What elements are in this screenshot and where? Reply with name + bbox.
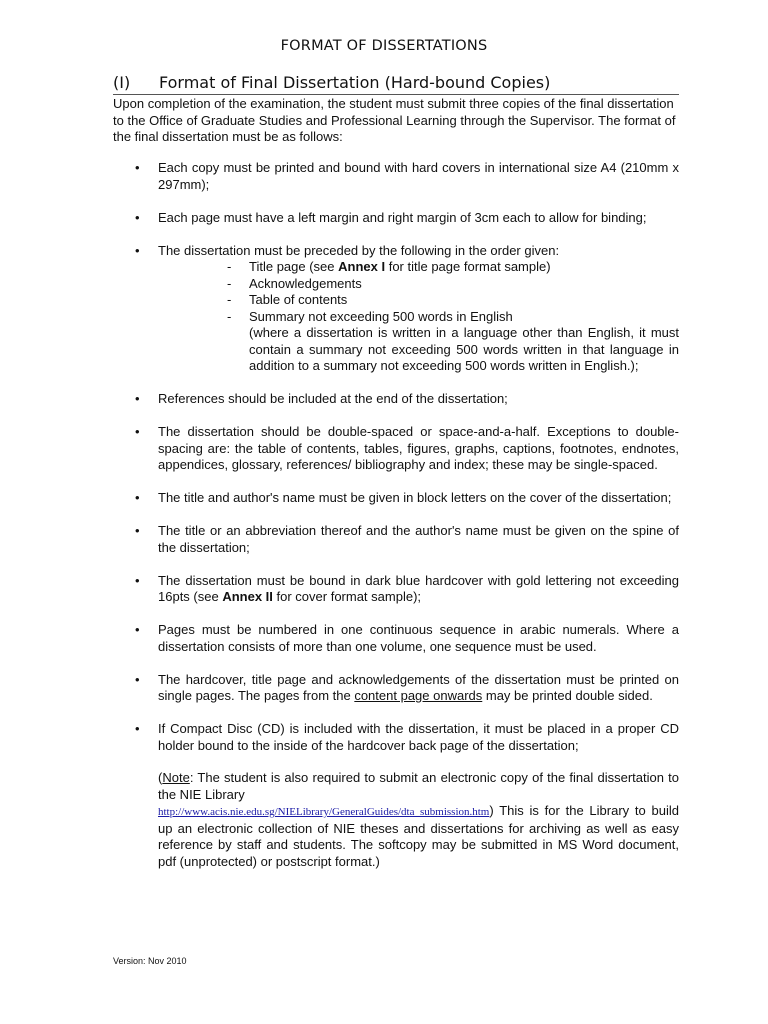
bullet-icon: • [135,572,140,588]
list-item-text: Pages must be numbered in one continuous sequence in arabic numerals. Where a dissertation consists of more than one volume, one sequence must be used. [158,622,679,654]
nie-library-link[interactable]: http://www.acis.nie.edu.sg/NIELibrary/GeneralGuides/dta_submission.htm [158,806,490,818]
bullet-icon: • [135,242,140,258]
note-paragraph: (Note: The student is also required to submit an electronic copy of the final dissertation to the NIE Library http://www.acis.nie.edu.sg/NIELibrary/GeneralGuides/dta_submission.htm) This is for the Library to build up an electronic collection of NIE theses and dissertations for archiving as well as easy reference by staff and students. The softcopy may be submitted in MS Word document, pdf (unprotected) or postscript format.) [158,770,679,869]
bullet-icon: • [135,671,140,687]
version-footer: Version: Nov 2010 [113,956,187,966]
bullet-icon: • [135,490,140,505]
annex-ii-reference: Annex II [222,589,273,604]
sublist-item-text: Title page (see Annex I for title page format sample) [249,259,551,274]
list-item-text: The dissertation must be preceded by the following in the order given: [158,242,560,258]
section-heading [113,72,679,95]
list-item-text: References should be included at the end of the dissertation; [158,391,508,406]
list-item [113,721,679,870]
dash-icon: - [227,292,232,307]
sublist-item [158,309,679,375]
list-item [113,210,679,227]
underlined-phrase: content page onwards [354,688,483,703]
section-number: (I) [113,73,131,92]
note-label: Note [162,770,190,785]
annex-i-reference: Annex I [338,259,386,274]
bullet-icon: • [135,391,140,406]
sublist-item [158,276,679,293]
bullet-icon: • [135,424,140,439]
bullet-icon: • [135,721,140,736]
sublist-item-text: Table of contents [249,292,348,307]
list-item [113,424,679,474]
list-item-text: The dissertation must be bound in dark blue hardcover with gold lettering not exceeding 16pts (see Annex II for cover format sample); [158,572,679,604]
list-item [113,622,679,655]
bullet-icon: • [135,622,140,637]
list-item [113,391,679,408]
list-item [113,523,679,556]
dash-icon: - [227,259,232,274]
list-item [113,672,679,705]
dash-icon: - [227,308,232,324]
list-item [113,160,679,193]
list-item-text: Each copy must be printed and bound with hard covers in international size A4 (210mm x 297mm); [158,160,679,192]
bullet-icon: • [135,523,140,538]
list-item-text: The title or an abbreviation thereof and the author's name must be given on the spine of the dissertation; [158,523,679,555]
list-item-text: The dissertation should be double-spaced or space-and-a-half. Exceptions to double-spacing are: the table of contents, tables, figures, graphs, captions, footnotes, endnotes, appendices, glossary, references/ bibliography and index; these may be single-spaced. [158,424,679,472]
bullet-icon: • [135,160,140,175]
sublist-item-detail: (where a dissertation is written in a language other than English, it must contain a summary not exceeding 500 words written in that language in addition to a summary not exceeding 500 words written in English.); [249,325,679,373]
sublist-item-text: Summary not exceeding 500 words in English [249,308,513,324]
list-item-text: Each page must have a left margin and right margin of 3cm each to allow for binding; [158,209,647,225]
requirements-list [113,160,679,887]
list-item-text: The hardcover, title page and acknowledgements of the dissertation must be printed on single pages. The pages from the content page onwards may be printed double sided. [158,671,679,703]
sublist-item-text: Acknowledgements [249,275,362,291]
preliminaries-sublist [158,259,679,375]
list-item-text: The title and author's name must be given in block letters on the cover of the dissertation; [158,490,672,505]
list-item-text: If Compact Disc (CD) is included with the dissertation, it must be placed in a proper CD holder bound to the inside of the hardcover back page of the dissertation; [158,721,679,753]
sublist-item [158,259,679,276]
dash-icon: - [227,275,232,291]
list-item [113,573,679,606]
bullet-icon: • [135,209,140,225]
list-item [113,490,679,507]
page-title: FORMAT OF DISSERTATIONS [280,38,488,54]
sublist-item [158,292,679,309]
section-title: Format of Final Dissertation (Hard-bound Copies) [159,73,551,92]
list-item [113,243,679,375]
intro-paragraph: Upon completion of the examination, the student must submit three copies of the final dissertation to the Office of Graduate Studies and Professional Learning through the Supervisor. The format of the final dissertation must be as follows: [113,96,676,144]
